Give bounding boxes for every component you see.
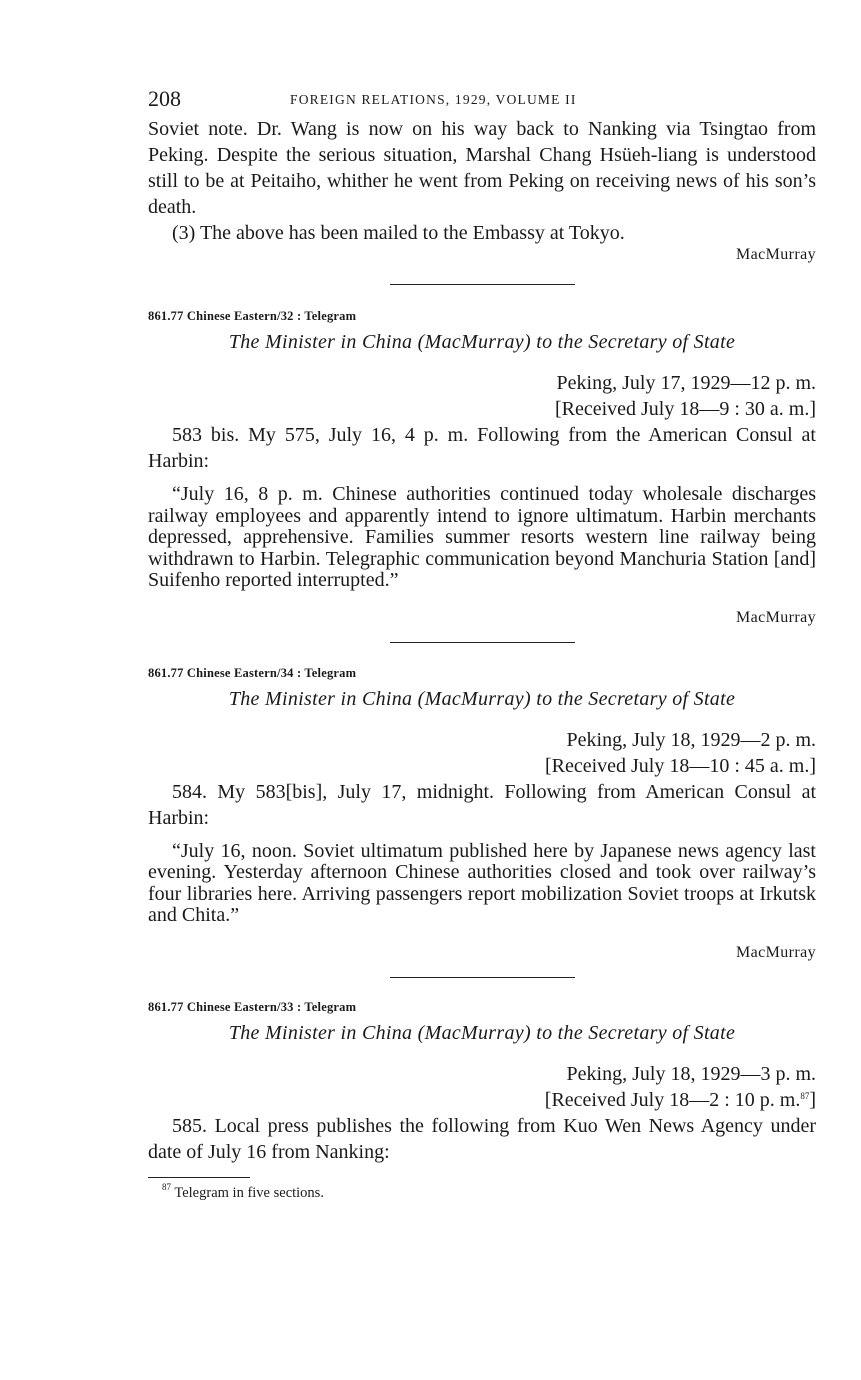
footnote-marker[interactable]: 87: [800, 1090, 810, 1101]
telegram-body: 584. My 583[bis], July 17, midnight. Following from American Consul at Harbin:: [148, 780, 816, 829]
signature: MacMurray: [735, 943, 816, 961]
section-divider: [390, 642, 575, 643]
section-divider: [390, 977, 575, 978]
telegram-body: 585. Local press publishes the following from Kuo Wen News Agency under date of July 16 from Nanking:: [148, 1114, 816, 1163]
received-line: [Received July 18—9 : 30 a. m.]: [554, 398, 816, 420]
document-title: The Minister in China (MacMurray) to the Secretary of State: [228, 331, 736, 353]
signature: MacMurray: [735, 608, 816, 626]
section-divider: [390, 284, 575, 285]
received-line: [Received July 18—10 : 45 a. m.]: [544, 754, 816, 777]
received-line: [148, 1087, 816, 1113]
file-reference: 861.77 Chinese Eastern/32 : Telegram: [148, 309, 357, 323]
received-text: [Received July 18—2 : 10 p. m.: [544, 1088, 801, 1111]
continuation-paragraph: Soviet note. Dr. Wang is now on his way back to Nanking via Tsingtao from Peking. Despite the serious situation, Marshal Chang Hsüeh-liang is understood still to be at Peitaiho, whither he went from Peking on receiving news of his son’s death.: [148, 118, 816, 218]
page-number: 208: [148, 86, 181, 111]
telegram-body: 583 bis. My 575, July 16, 4 p. m. Following from the American Consul at Harbin:: [148, 424, 816, 472]
quoted-telegram: “July 16, noon. Soviet ultimatum published here by Japanese news agency last evening. Yesterday afternoon Chinese authorities closed and took over railway’s four libraries here. Arriving passengers report mobilization Soviet troops at Irkutsk and Chita.”: [148, 839, 816, 926]
footnote: [148, 1181, 816, 1202]
continuation-paragraph-3: (3) The above has been mailed to the Embassy at Tokyo.: [172, 222, 625, 244]
quoted-telegram: “July 16, 8 p. m. Chinese authorities continued today wholesale discharges railway employees and apparently intend to ignore ultimatum. Harbin merchants depressed, apprehensive. Families summer resorts western line railway being withdrawn to Harbin. Telegraphic communication beyond Manchuria Station [and] Suifenho reported interrupted.”: [148, 483, 816, 591]
dateline: Peking, July 18, 1929—3 p. m.: [566, 1062, 816, 1085]
footnote-divider: [148, 1177, 250, 1178]
footnote-text: Telegram in five sections.: [174, 1184, 324, 1201]
file-reference: 861.77 Chinese Eastern/33 : Telegram: [148, 999, 357, 1014]
signature: MacMurray: [735, 246, 816, 263]
running-head: [148, 86, 816, 116]
running-title: FOREIGN RELATIONS, 1929, VOLUME II: [290, 92, 577, 107]
footnote-number: 87: [162, 1181, 171, 1192]
file-reference: 861.77 Chinese Eastern/34 : Telegram: [148, 665, 357, 680]
document-page: [148, 86, 816, 1202]
dateline: Peking, July 17, 1929—12 p. m.: [556, 372, 816, 394]
dateline: Peking, July 18, 1929—2 p. m.: [566, 728, 816, 751]
document-title: The Minister in China (MacMurray) to the Secretary of State: [228, 1021, 736, 1044]
document-title: The Minister in China (MacMurray) to the Secretary of State: [228, 687, 736, 710]
received-close: ]: [809, 1088, 816, 1111]
